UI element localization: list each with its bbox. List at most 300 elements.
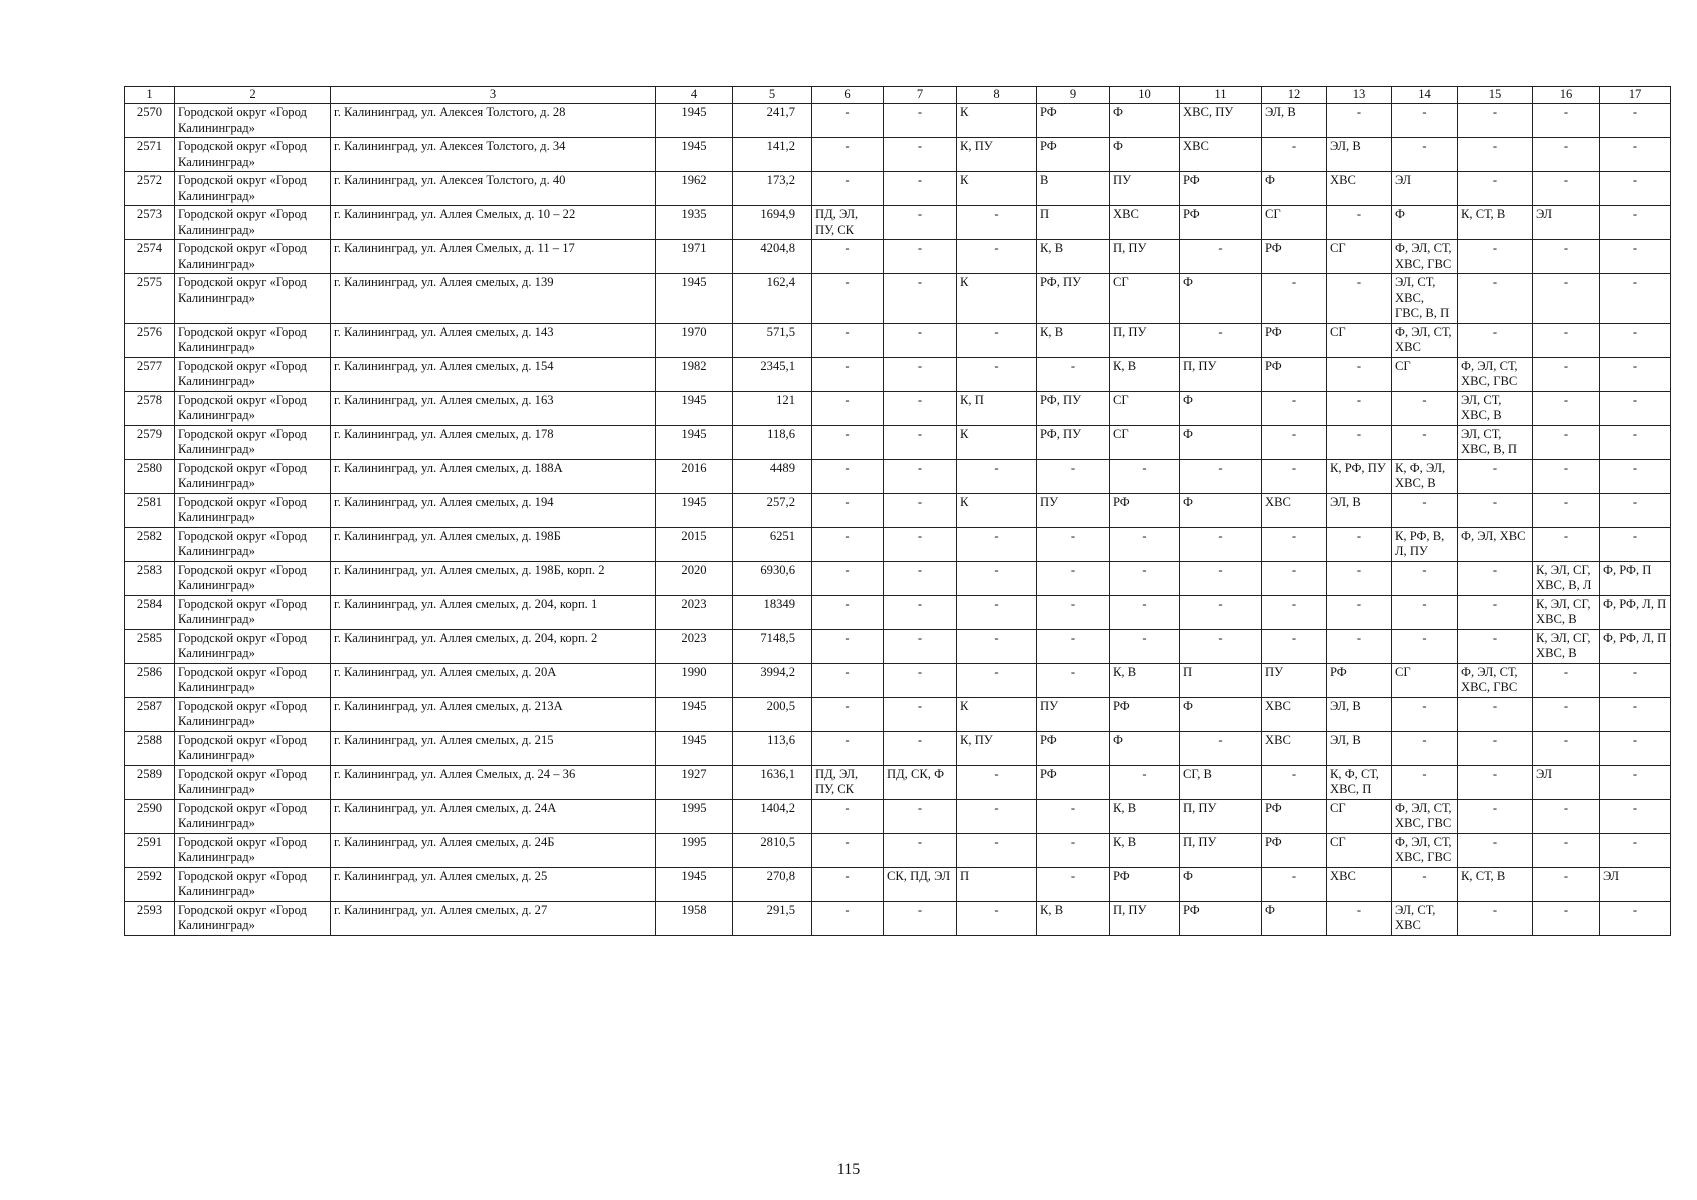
address: г. Калининград, ул. Аллея смелых, д. 204, корп. 2	[331, 629, 656, 663]
cell-17: -	[1600, 357, 1671, 391]
cell-7: -	[884, 901, 957, 935]
cell-12: -	[1262, 867, 1327, 901]
cell-16: -	[1533, 357, 1600, 391]
cell-8: К, ПУ	[957, 138, 1037, 172]
cell-8: -	[957, 206, 1037, 240]
table-row	[125, 206, 1671, 240]
cell-9: -	[1037, 629, 1110, 663]
cell-14: ЭЛ	[1392, 172, 1458, 206]
cell-10: К, В	[1110, 799, 1180, 833]
row-number: 2577	[125, 357, 175, 391]
area: 162,4	[733, 274, 812, 324]
cell-17: -	[1600, 663, 1671, 697]
row-number: 2576	[125, 323, 175, 357]
cell-6: -	[812, 172, 884, 206]
table-row	[125, 663, 1671, 697]
cell-7: -	[884, 206, 957, 240]
build-year: 1995	[656, 833, 733, 867]
cell-15: -	[1458, 731, 1533, 765]
cell-11: Ф	[1180, 425, 1262, 459]
address: г. Калининград, ул. Алексея Толстого, д. 40	[331, 172, 656, 206]
cell-6: -	[812, 391, 884, 425]
cell-12: ХВС	[1262, 697, 1327, 731]
cell-8: -	[957, 799, 1037, 833]
cell-16: К, ЭЛ, СГ, ХВС, В	[1533, 629, 1600, 663]
table-row	[125, 172, 1671, 206]
address: г. Калининград, ул. Аллея смелых, д. 215	[331, 731, 656, 765]
area: 2345,1	[733, 357, 812, 391]
cell-17: -	[1600, 104, 1671, 138]
municipality: Городской округ «Город Калининград»	[175, 391, 331, 425]
table-row	[125, 731, 1671, 765]
row-number: 2593	[125, 901, 175, 935]
cell-13: ЭЛ, В	[1327, 138, 1392, 172]
build-year: 1982	[656, 357, 733, 391]
build-year: 1945	[656, 425, 733, 459]
cell-14: -	[1392, 867, 1458, 901]
cell-6: -	[812, 138, 884, 172]
municipality: Городской округ «Город Калининград»	[175, 493, 331, 527]
cell-17: -	[1600, 731, 1671, 765]
build-year: 2023	[656, 595, 733, 629]
cell-10: Ф	[1110, 138, 1180, 172]
address: г. Калининград, ул. Аллея смелых, д. 154	[331, 357, 656, 391]
cell-12: РФ	[1262, 240, 1327, 274]
cell-11: -	[1180, 731, 1262, 765]
cell-12: -	[1262, 459, 1327, 493]
cell-16: -	[1533, 104, 1600, 138]
row-number: 2586	[125, 663, 175, 697]
cell-15: Ф, ЭЛ, ХВС	[1458, 527, 1533, 561]
build-year: 2016	[656, 459, 733, 493]
cell-14: -	[1392, 731, 1458, 765]
table-row	[125, 867, 1671, 901]
build-year: 1990	[656, 663, 733, 697]
address: г. Калининград, ул. Алексея Толстого, д. 28	[331, 104, 656, 138]
cell-13: СГ	[1327, 833, 1392, 867]
row-number: 2591	[125, 833, 175, 867]
cell-16: -	[1533, 731, 1600, 765]
cell-15: -	[1458, 172, 1533, 206]
row-number: 2572	[125, 172, 175, 206]
cell-13: -	[1327, 901, 1392, 935]
cell-8: К, ПУ	[957, 731, 1037, 765]
column-header-11: 11	[1180, 87, 1262, 104]
cell-11: ХВС, ПУ	[1180, 104, 1262, 138]
address: г. Калининград, ул. Аллея смелых, д. 143	[331, 323, 656, 357]
cell-13: -	[1327, 357, 1392, 391]
cell-16: -	[1533, 240, 1600, 274]
address: г. Калининград, ул. Аллея смелых, д. 24А	[331, 799, 656, 833]
cell-6: -	[812, 867, 884, 901]
area: 4204,8	[733, 240, 812, 274]
column-header-7: 7	[884, 87, 957, 104]
cell-13: -	[1327, 206, 1392, 240]
cell-8: -	[957, 240, 1037, 274]
area: 1404,2	[733, 799, 812, 833]
cell-7: -	[884, 138, 957, 172]
cell-8: -	[957, 323, 1037, 357]
address: г. Калининград, ул. Аллея смелых, д. 188А	[331, 459, 656, 493]
cell-15: Ф, ЭЛ, СТ, ХВС, ГВС	[1458, 357, 1533, 391]
row-number: 2588	[125, 731, 175, 765]
table-row	[125, 629, 1671, 663]
cell-9: -	[1037, 527, 1110, 561]
municipality: Городской округ «Город Калининград»	[175, 663, 331, 697]
area: 200,5	[733, 697, 812, 731]
cell-16: К, ЭЛ, СГ, ХВС, В	[1533, 595, 1600, 629]
municipality: Городской округ «Город Калининград»	[175, 527, 331, 561]
cell-11: -	[1180, 323, 1262, 357]
table-row	[125, 459, 1671, 493]
column-header-1: 1	[125, 87, 175, 104]
cell-8: -	[957, 765, 1037, 799]
cell-17: -	[1600, 425, 1671, 459]
row-number: 2584	[125, 595, 175, 629]
cell-17: -	[1600, 799, 1671, 833]
column-header-14: 14	[1392, 87, 1458, 104]
address: г. Калининград, ул. Аллея Смелых, д. 24 – 36	[331, 765, 656, 799]
address: г. Калининград, ул. Аллея смелых, д. 204, корп. 1	[331, 595, 656, 629]
cell-17: ЭЛ	[1600, 867, 1671, 901]
build-year: 1971	[656, 240, 733, 274]
table-row	[125, 765, 1671, 799]
column-header-3: 3	[331, 87, 656, 104]
cell-8: -	[957, 561, 1037, 595]
cell-15: -	[1458, 765, 1533, 799]
cell-7: -	[884, 172, 957, 206]
cell-11: -	[1180, 595, 1262, 629]
cell-9: К, В	[1037, 240, 1110, 274]
cell-7: -	[884, 459, 957, 493]
cell-12: ПУ	[1262, 663, 1327, 697]
cell-10: СГ	[1110, 425, 1180, 459]
cell-9: ПУ	[1037, 493, 1110, 527]
cell-14: СГ	[1392, 357, 1458, 391]
build-year: 2023	[656, 629, 733, 663]
cell-14: СГ	[1392, 663, 1458, 697]
municipality: Городской округ «Город Калининград»	[175, 765, 331, 799]
cell-14: -	[1392, 697, 1458, 731]
row-number: 2574	[125, 240, 175, 274]
cell-14: -	[1392, 391, 1458, 425]
municipality: Городской округ «Город Калининград»	[175, 595, 331, 629]
build-year: 1935	[656, 206, 733, 240]
municipality: Городской округ «Город Калининград»	[175, 901, 331, 935]
cell-17: -	[1600, 493, 1671, 527]
cell-9: -	[1037, 595, 1110, 629]
row-number: 2581	[125, 493, 175, 527]
cell-12: -	[1262, 629, 1327, 663]
cell-13: К, Ф, СТ, ХВС, П	[1327, 765, 1392, 799]
cell-11: -	[1180, 561, 1262, 595]
column-header-9: 9	[1037, 87, 1110, 104]
cell-16: -	[1533, 697, 1600, 731]
cell-15: -	[1458, 901, 1533, 935]
municipality: Городской округ «Город Калининград»	[175, 867, 331, 901]
municipality: Городской округ «Город Калининград»	[175, 274, 331, 324]
cell-10: РФ	[1110, 697, 1180, 731]
build-year: 1927	[656, 765, 733, 799]
cell-7: -	[884, 357, 957, 391]
cell-9: РФ	[1037, 104, 1110, 138]
cell-8: -	[957, 357, 1037, 391]
cell-11: П, ПУ	[1180, 357, 1262, 391]
cell-16: -	[1533, 172, 1600, 206]
row-number: 2585	[125, 629, 175, 663]
row-number: 2583	[125, 561, 175, 595]
build-year: 2020	[656, 561, 733, 595]
cell-6: -	[812, 274, 884, 324]
cell-14: К, РФ, В, Л, ПУ	[1392, 527, 1458, 561]
column-header-16: 16	[1533, 87, 1600, 104]
cell-15: -	[1458, 629, 1533, 663]
cell-7: -	[884, 104, 957, 138]
cell-11: П, ПУ	[1180, 799, 1262, 833]
cell-17: -	[1600, 901, 1671, 935]
cell-12: -	[1262, 595, 1327, 629]
cell-8: К	[957, 425, 1037, 459]
cell-9: РФ, ПУ	[1037, 425, 1110, 459]
cell-15: -	[1458, 138, 1533, 172]
cell-6: -	[812, 104, 884, 138]
cell-7: -	[884, 274, 957, 324]
table-row	[125, 493, 1671, 527]
cell-9: В	[1037, 172, 1110, 206]
cell-11: -	[1180, 240, 1262, 274]
municipality: Городской округ «Город Калининград»	[175, 172, 331, 206]
cell-17: -	[1600, 323, 1671, 357]
municipality: Городской округ «Город Калининград»	[175, 629, 331, 663]
area: 7148,5	[733, 629, 812, 663]
row-number: 2579	[125, 425, 175, 459]
cell-15: -	[1458, 323, 1533, 357]
cell-8: К	[957, 274, 1037, 324]
cell-14: -	[1392, 629, 1458, 663]
address: г. Калининград, ул. Аллея смелых, д. 213А	[331, 697, 656, 731]
cell-6: -	[812, 425, 884, 459]
cell-9: П	[1037, 206, 1110, 240]
table-row	[125, 561, 1671, 595]
table-row	[125, 357, 1671, 391]
cell-11: -	[1180, 629, 1262, 663]
cell-17: -	[1600, 459, 1671, 493]
cell-9: -	[1037, 663, 1110, 697]
cell-13: СГ	[1327, 799, 1392, 833]
area: 2810,5	[733, 833, 812, 867]
cell-12: СГ	[1262, 206, 1327, 240]
cell-11: РФ	[1180, 206, 1262, 240]
address: г. Калининград, ул. Аллея смелых, д. 198Б	[331, 527, 656, 561]
cell-16: -	[1533, 901, 1600, 935]
cell-7: -	[884, 663, 957, 697]
cell-7: -	[884, 799, 957, 833]
cell-9: -	[1037, 561, 1110, 595]
municipality: Городской округ «Город Калининград»	[175, 833, 331, 867]
cell-10: К, В	[1110, 357, 1180, 391]
cell-10: П, ПУ	[1110, 323, 1180, 357]
cell-16: -	[1533, 833, 1600, 867]
cell-10: Ф	[1110, 104, 1180, 138]
municipality: Городской округ «Город Калининград»	[175, 561, 331, 595]
cell-9: РФ, ПУ	[1037, 274, 1110, 324]
cell-14: ЭЛ, СТ, ХВС	[1392, 901, 1458, 935]
column-header-6: 6	[812, 87, 884, 104]
cell-14: -	[1392, 595, 1458, 629]
cell-11: П	[1180, 663, 1262, 697]
cell-13: К, РФ, ПУ	[1327, 459, 1392, 493]
municipality: Городской округ «Город Калининград»	[175, 425, 331, 459]
cell-6: -	[812, 629, 884, 663]
build-year: 1945	[656, 104, 733, 138]
area: 173,2	[733, 172, 812, 206]
area: 18349	[733, 595, 812, 629]
table-row	[125, 274, 1671, 324]
address: г. Калининград, ул. Аллея смелых, д. 139	[331, 274, 656, 324]
cell-6: -	[812, 323, 884, 357]
cell-6: ПД, ЭЛ, ПУ, СК	[812, 206, 884, 240]
cell-14: -	[1392, 104, 1458, 138]
cell-16: К, ЭЛ, СГ, ХВС, В, Л	[1533, 561, 1600, 595]
cell-13: -	[1327, 425, 1392, 459]
cell-14: Ф	[1392, 206, 1458, 240]
address: г. Калининград, ул. Аллея Смелых, д. 10 – 22	[331, 206, 656, 240]
cell-16: -	[1533, 867, 1600, 901]
municipality: Городской округ «Город Калининград»	[175, 731, 331, 765]
cell-15: ЭЛ, СТ, ХВС, В, П	[1458, 425, 1533, 459]
cell-10: К, В	[1110, 663, 1180, 697]
address: г. Калининград, ул. Аллея смелых, д. 198Б, корп. 2	[331, 561, 656, 595]
cell-8: К	[957, 104, 1037, 138]
cell-17: -	[1600, 765, 1671, 799]
build-year: 1995	[656, 799, 733, 833]
row-number: 2580	[125, 459, 175, 493]
column-header-15: 15	[1458, 87, 1533, 104]
cell-14: -	[1392, 561, 1458, 595]
area: 257,2	[733, 493, 812, 527]
cell-7: -	[884, 493, 957, 527]
area: 118,6	[733, 425, 812, 459]
cell-9: -	[1037, 833, 1110, 867]
cell-13: ЭЛ, В	[1327, 493, 1392, 527]
build-year: 1945	[656, 493, 733, 527]
cell-14: Ф, ЭЛ, СТ, ХВС, ГВС	[1392, 799, 1458, 833]
cell-15: -	[1458, 240, 1533, 274]
cell-8: К	[957, 697, 1037, 731]
address: г. Калининград, ул. Алексея Толстого, д. 34	[331, 138, 656, 172]
column-header-5: 5	[733, 87, 812, 104]
cell-6: -	[812, 240, 884, 274]
cell-17: -	[1600, 138, 1671, 172]
table-row	[125, 697, 1671, 731]
cell-9: РФ	[1037, 765, 1110, 799]
area: 6251	[733, 527, 812, 561]
cell-9: К, В	[1037, 323, 1110, 357]
cell-14: -	[1392, 138, 1458, 172]
column-header-2: 2	[175, 87, 331, 104]
cell-13: -	[1327, 595, 1392, 629]
cell-11: -	[1180, 527, 1262, 561]
cell-7: -	[884, 240, 957, 274]
cell-11: СГ, В	[1180, 765, 1262, 799]
cell-11: Ф	[1180, 274, 1262, 324]
cell-12: -	[1262, 138, 1327, 172]
cell-6: ПД, ЭЛ, ПУ, СК	[812, 765, 884, 799]
area: 270,8	[733, 867, 812, 901]
cell-13: СГ	[1327, 323, 1392, 357]
cell-10: -	[1110, 595, 1180, 629]
address: г. Калининград, ул. Аллея смелых, д. 20А	[331, 663, 656, 697]
cell-7: -	[884, 629, 957, 663]
cell-13: -	[1327, 527, 1392, 561]
cell-6: -	[812, 697, 884, 731]
build-year: 1945	[656, 274, 733, 324]
municipality: Городской округ «Город Калининград»	[175, 138, 331, 172]
cell-11: Ф	[1180, 697, 1262, 731]
cell-8: К, П	[957, 391, 1037, 425]
table-row	[125, 323, 1671, 357]
cell-8: К	[957, 172, 1037, 206]
cell-13: ХВС	[1327, 867, 1392, 901]
cell-14: Ф, ЭЛ, СТ, ХВС, ГВС	[1392, 240, 1458, 274]
cell-14: ЭЛ, СТ, ХВС, ГВС, В, П	[1392, 274, 1458, 324]
address: г. Калининград, ул. Аллея смелых, д. 24Б	[331, 833, 656, 867]
cell-13: ЭЛ, В	[1327, 731, 1392, 765]
column-number-row	[125, 87, 1671, 104]
table-row	[125, 240, 1671, 274]
cell-8: -	[957, 663, 1037, 697]
column-header-10: 10	[1110, 87, 1180, 104]
municipality: Городской округ «Город Калининград»	[175, 104, 331, 138]
cell-13: ХВС	[1327, 172, 1392, 206]
page-number: 115	[836, 1161, 861, 1178]
area: 141,2	[733, 138, 812, 172]
build-year: 1962	[656, 172, 733, 206]
cell-17: -	[1600, 206, 1671, 240]
area: 113,6	[733, 731, 812, 765]
cell-16: -	[1533, 527, 1600, 561]
cell-7: -	[884, 527, 957, 561]
cell-17: Ф, РФ, П	[1600, 561, 1671, 595]
cell-10: ХВС	[1110, 206, 1180, 240]
cell-16: ЭЛ	[1533, 765, 1600, 799]
cell-15: К, СТ, В	[1458, 206, 1533, 240]
cell-6: -	[812, 493, 884, 527]
cell-12: ХВС	[1262, 731, 1327, 765]
cell-17: -	[1600, 697, 1671, 731]
cell-11: Ф	[1180, 867, 1262, 901]
row-number: 2587	[125, 697, 175, 731]
cell-7: -	[884, 561, 957, 595]
cell-8: -	[957, 833, 1037, 867]
cell-12: РФ	[1262, 833, 1327, 867]
cell-6: -	[812, 799, 884, 833]
cell-17: -	[1600, 391, 1671, 425]
cell-9: -	[1037, 357, 1110, 391]
cell-10: -	[1110, 527, 1180, 561]
table-row	[125, 425, 1671, 459]
cell-15: -	[1458, 493, 1533, 527]
cell-16: -	[1533, 391, 1600, 425]
municipality: Городской округ «Город Калининград»	[175, 459, 331, 493]
cell-12: РФ	[1262, 323, 1327, 357]
address: г. Калининград, ул. Аллея смелых, д. 25	[331, 867, 656, 901]
build-year: 1945	[656, 138, 733, 172]
cell-16: -	[1533, 493, 1600, 527]
cell-7: -	[884, 697, 957, 731]
address: г. Калининград, ул. Аллея смелых, д. 27	[331, 901, 656, 935]
cell-13: ЭЛ, В	[1327, 697, 1392, 731]
